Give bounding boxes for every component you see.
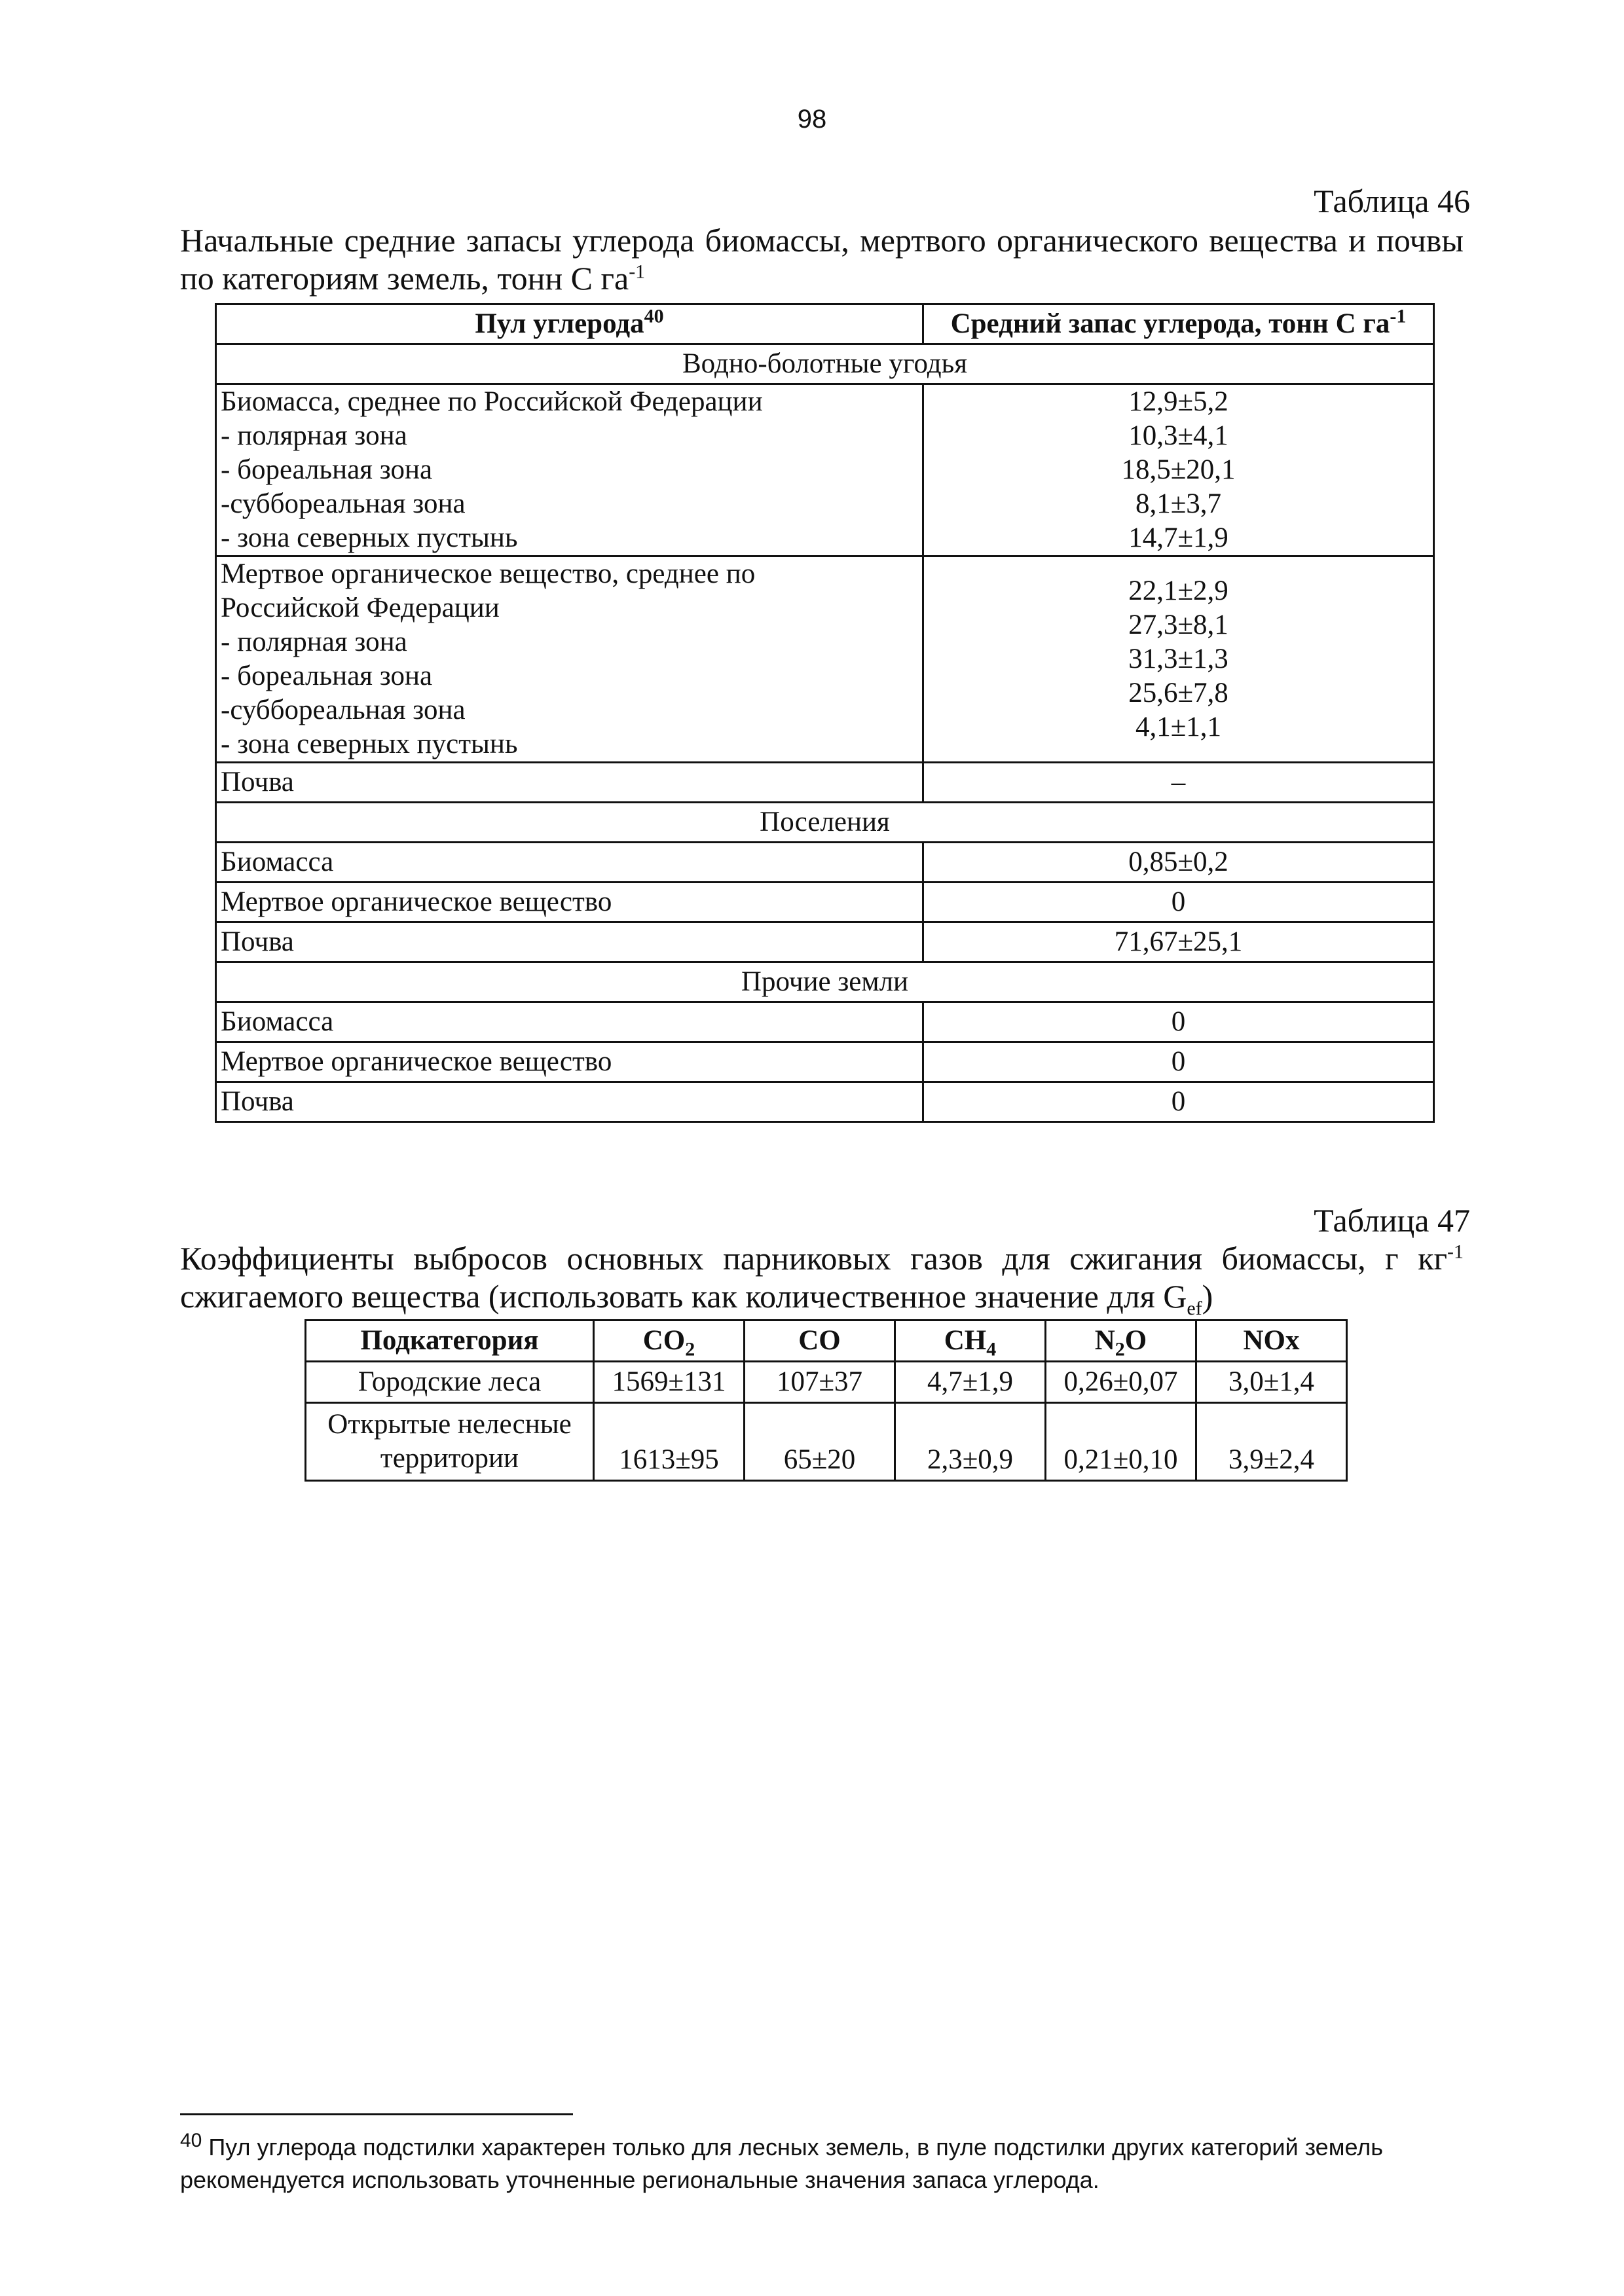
row-label: Почва [216, 1082, 923, 1122]
row-label: - бореальная зона [221, 454, 433, 485]
row-value: 27,3±8,1 [1128, 610, 1228, 640]
table-row [216, 1042, 1434, 1082]
row-value-cell [923, 556, 1434, 763]
cell-ch4: 4,7±1,9 [895, 1362, 1046, 1403]
footnote-text: Пул углерода подстилки характерен только для лесных земель, в пуле подстилки других категорий земель [202, 2134, 1384, 2160]
cell-ch4: 2,3±0,9 [895, 1403, 1046, 1481]
row-value-cell [923, 384, 1434, 556]
row-label: Почва [216, 763, 923, 803]
section-title-wetlands: Водно-болотные угодья [216, 344, 1434, 384]
row-label: Мертвое органическое вещество, среднее по [221, 558, 756, 589]
header-n2o-sub: 2 [1115, 1338, 1125, 1360]
row-label: -суббореальная зона [221, 695, 466, 725]
table-row [216, 556, 1434, 763]
row-value: 0 [923, 883, 1434, 922]
section-row [216, 344, 1434, 384]
cell-co2: 1613±95 [594, 1403, 745, 1481]
table-row [216, 763, 1434, 803]
table-46-header-pool [216, 304, 923, 344]
row-label: Мертвое органическое вещество [216, 883, 923, 922]
row-value: – [923, 763, 1434, 803]
row-label: Почва [216, 922, 923, 962]
row-label: -суббореальная зона [221, 488, 466, 519]
row-label: Биомасса [216, 843, 923, 883]
table-row [216, 384, 1434, 556]
table-46-caption-line-1: Начальные средние запасы углерода биомассы, мертвого органического вещества и почвы [180, 222, 1464, 259]
header-n2o [1046, 1321, 1196, 1362]
row-value: 10,3±4,1 [1128, 420, 1228, 451]
header-ch4-text: CH [944, 1325, 987, 1356]
header-ch4-sub: 4 [986, 1338, 997, 1360]
row-label: - бореальная зона [221, 661, 433, 691]
page-number: 98 [797, 105, 827, 134]
row-label: Мертвое органическое вещество [216, 1042, 923, 1082]
header-n2o-text-b: O [1124, 1325, 1147, 1356]
table-47-caption [180, 1239, 1464, 1319]
row-label: - зона северных пустынь [221, 729, 518, 759]
row-value: 0 [923, 1082, 1434, 1122]
row-value: 0 [923, 1042, 1434, 1082]
table-47-label: Таблица 47 [1314, 1202, 1470, 1239]
header-co2-text: CO [642, 1325, 686, 1356]
header-n2o-text-a: N [1094, 1325, 1115, 1356]
table-47-caption-text: Коэффициенты выбросов основных парниковых газов для сжигания биомассы, г кг [180, 1240, 1447, 1277]
header-nox: NOx [1196, 1321, 1347, 1362]
cell-subcategory [306, 1403, 594, 1481]
row-label: - полярная зона [221, 627, 407, 657]
table-47-caption-line-2 [180, 1277, 1464, 1319]
section-row [216, 962, 1434, 1002]
footnote-marker: 40 [180, 2130, 202, 2151]
table-46-caption-text: по категориям земель, тонн С га [180, 260, 629, 297]
table-47-caption-subscript: ef [1187, 1298, 1202, 1319]
cell-n2o: 0,26±0,07 [1046, 1362, 1196, 1403]
table-row [216, 843, 1434, 883]
row-value: 31,3±1,3 [1128, 644, 1228, 674]
row-label-cell [216, 556, 923, 763]
footnote-ref-40: 40 [644, 305, 664, 327]
row-value: 0 [923, 1002, 1434, 1042]
header-pool-text: Пул углерода [475, 308, 644, 339]
cell-subcategory-line: Открытые нелесные [327, 1409, 572, 1440]
row-label: Биомасса, среднее по Российской Федерации [221, 386, 763, 417]
header-co2-sub: 2 [685, 1338, 695, 1360]
row-value: 18,5±20,1 [1121, 454, 1236, 485]
header-co2 [594, 1321, 745, 1362]
row-label: - полярная зона [221, 420, 407, 451]
footnote-line-2: рекомендуется использовать уточненные региональные значения запаса углерода. [180, 2166, 1099, 2193]
footnote-line-1 [180, 2131, 1464, 2164]
table-46-caption-line-2 [180, 259, 1464, 297]
table-47-caption-exponent: -1 [1447, 1241, 1464, 1263]
row-value: 22,1±2,9 [1128, 575, 1228, 606]
table-46 [215, 303, 1435, 1123]
row-value: 14,7±1,9 [1128, 522, 1228, 553]
cell-subcategory-line: территории [380, 1443, 519, 1474]
cell-subcategory: Городские леса [306, 1362, 594, 1403]
footnote-separator [180, 2113, 573, 2115]
cell-nox: 3,9±2,4 [1196, 1403, 1347, 1481]
row-label: Биомасса [216, 1002, 923, 1042]
row-value: 4,1±1,1 [1135, 712, 1222, 742]
header-ch4 [895, 1321, 1046, 1362]
table-46-header-stock [923, 304, 1434, 344]
row-value: 71,67±25,1 [923, 922, 1434, 962]
header-subcategory: Подкатегория [306, 1321, 594, 1362]
row-value: 12,9±5,2 [1128, 386, 1228, 417]
section-row [216, 803, 1434, 843]
header-co: CO [745, 1321, 895, 1362]
table-47 [304, 1319, 1348, 1482]
table-46-caption [180, 221, 1464, 297]
row-label-cell [216, 384, 923, 556]
footnote-40 [180, 2131, 1464, 2196]
table-row [306, 1403, 1347, 1481]
cell-nox: 3,0±1,4 [1196, 1362, 1347, 1403]
table-47-caption-text-2: сжигаемого вещества (использовать как количественное значение для G [180, 1278, 1187, 1315]
table-46-label: Таблица 46 [1314, 183, 1470, 219]
header-stock-text: Средний запас углерода, тонн С га [950, 308, 1390, 339]
table-47-caption-end: ) [1202, 1278, 1213, 1315]
cell-n2o: 0,21±0,10 [1046, 1403, 1196, 1481]
table-47-caption-line-1 [180, 1239, 1464, 1277]
table-46-header-row [216, 304, 1434, 344]
table-46-caption-exponent: -1 [629, 261, 646, 283]
table-row [216, 883, 1434, 922]
row-label: - зона северных пустынь [221, 522, 518, 553]
table-row [216, 922, 1434, 962]
header-stock-exponent: -1 [1390, 305, 1407, 327]
table-row [216, 1082, 1434, 1122]
row-value: 0,85±0,2 [923, 843, 1434, 883]
row-value: 8,1±3,7 [1135, 488, 1222, 519]
cell-co2: 1569±131 [594, 1362, 745, 1403]
table-row [306, 1362, 1347, 1403]
section-title-other-lands: Прочие земли [216, 962, 1434, 1002]
section-title-settlements: Поселения [216, 803, 1434, 843]
cell-co: 65±20 [745, 1403, 895, 1481]
table-47-header-row [306, 1321, 1347, 1362]
cell-co: 107±37 [745, 1362, 895, 1403]
row-label: Российской Федерации [221, 592, 500, 623]
table-row [216, 1002, 1434, 1042]
row-value: 25,6±7,8 [1128, 678, 1228, 708]
